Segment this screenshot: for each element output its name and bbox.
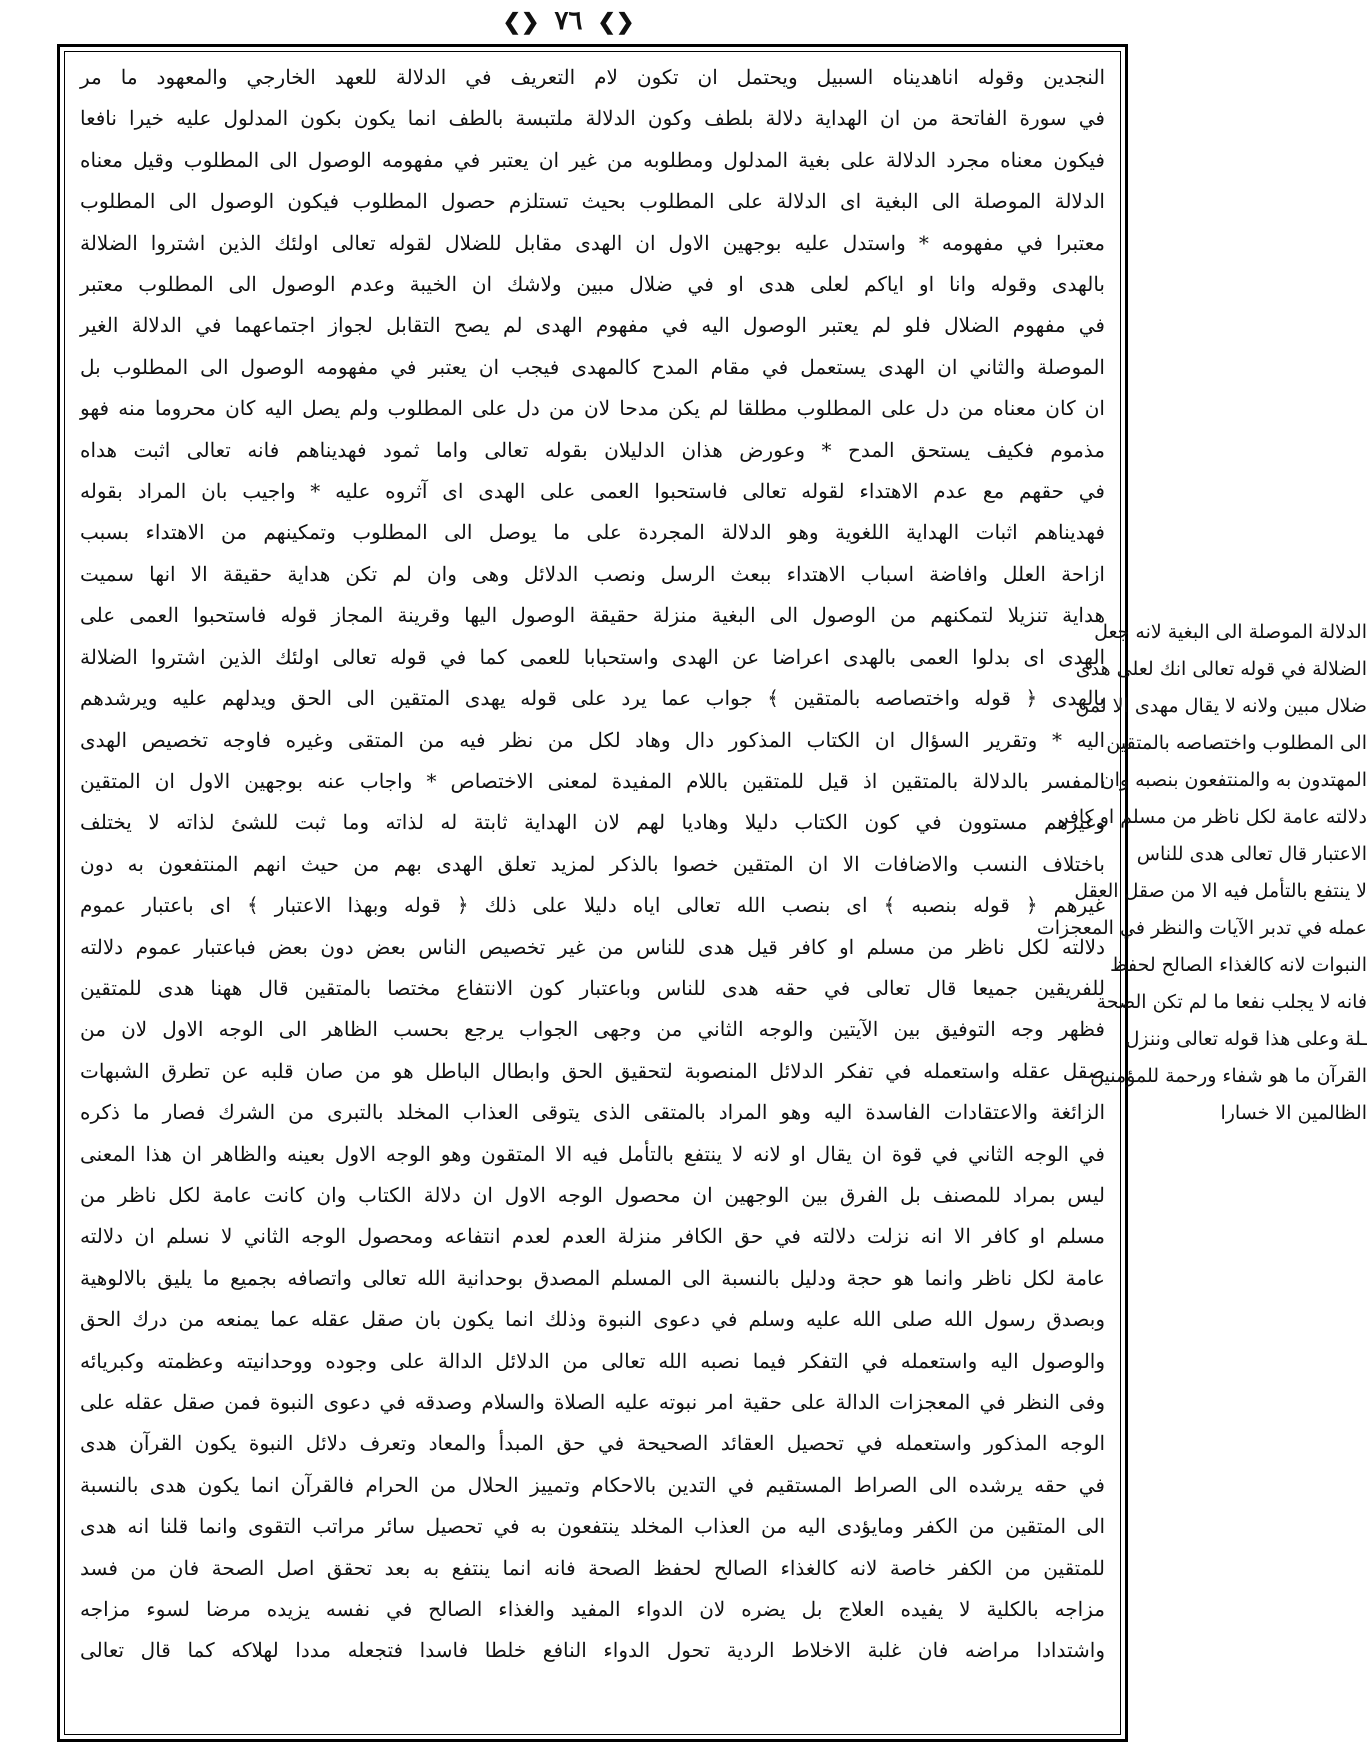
- text-line: الوجه المذكور واستعمله في تحصيل العقائد الصحيحة في حق المبدأ والمعاد وتعرف دلائل النبوة يكون القرآن هدى: [80, 1431, 1105, 1456]
- margin-text-line: المهتدون به والمنتفعون بنصبه وان: [1100, 769, 1367, 791]
- side-text-block: [1036, 614, 1367, 1132]
- text-line: صقل عقله واستعمله في تفكر الدلائل المنصوبة لتحقيق الحق وابطال الباطل هو من صان قلبه عن تطرق الشبهات: [80, 1058, 1105, 1083]
- text-line: في حقه يرشده الى الصراط المستقيم في التدين بالاحكام وتمييز الحلال من الحرام فالقرآن انما يكون هدى بالنسبة: [80, 1472, 1105, 1497]
- text-line: بالهدى وقوله وانا او اياكم لعلى هدى او في ضلال مبين ولاشك ان الخيبة وعدم الوصول الى المطلوب معتبر: [80, 272, 1105, 297]
- margin-text-line: القرآن ما هو شفاء ورحمة للمؤمنين: [1090, 1065, 1367, 1087]
- margin-text-line: الاعتبار قال تعالى هدى للناس: [1136, 843, 1367, 865]
- text-line: معتبرا في مفهومه * واستدل عليه بوجهين الاول ان الهدى مقابل للضلال لقوله تعالى اولئك الذين اشتروا الضلالة: [80, 230, 1105, 255]
- text-line: الموصلة والثاني ان الهدى يستعمل في مقام المدح كالمهدى فيجب ان يعتبر في مفهومه الوصول الى المطلوب بل: [80, 354, 1105, 379]
- text-line: للفريقين جميعا قال تعالى في حقه هدى للناس وباعتبار كون الانتفاع مختصا بالمتقين قال ههنا هدى للمتقين: [80, 975, 1105, 1000]
- left-ornament-icon: ❮❯: [502, 9, 540, 35]
- margin-text-line: الى المطلوب واختصاصه بالمتقين: [1106, 732, 1367, 754]
- text-line: عامة لكل ناظر وانما هو حجة ودليل بالنسبة الى المسلم المصدق بوحدانية الله تعالى واتصافه بجميع ما يليق بالالوهية: [80, 1265, 1105, 1290]
- text-line: وبصدق رسول الله صلى الله عليه وسلم في دعوى النبوة وذلك انما يكون بان صقل عقله عما يمنعه من درك الحق: [80, 1307, 1105, 1332]
- text-line: غيرهم ﴿ قوله بنصبه ﴾ اى بنصب الله تعالى اياه دليلا على ذلك ﴿ قوله وبهذا الاعتبار ﴾ اى باعتبار عموم: [80, 893, 1105, 918]
- text-line: واشتدادا مراضه فان غلبة الاخلاط الردية تحول الدواء النافع خلطا فاسدا فتجعله مددا لهلاكه كما قال تعالى: [80, 1638, 1105, 1663]
- text-line: اليه * وتقرير السؤال ان الكتاب المذكور دال وهاد لكل من نظر فيه من المتقى وغيره فاوجه تخصيص الهدى: [80, 727, 1106, 752]
- text-line: للمتقين من الكفر خاصة لانه كالغذاء الصالح لحفظ الصحة فانه انما ينتفع به بعد تحقق اصل الصحة فان من فسد: [80, 1555, 1105, 1580]
- text-line: المفسر بالدلالة بالمتقين اذ قيل للمتقين باللام المفيدة لمعنى الاختصاص * واجاب عنه بوجهين الاول ان المتقين: [80, 768, 1105, 793]
- text-line: مسلم او كافر الا انه نزلت دلالته في حق الكافر منزلة العدم لعدم انتفاعه ومحصول الوجه الثاني لا نسلم ان دلالته: [80, 1224, 1105, 1249]
- text-line: وفى النظر في المعجزات الدالة على حقية امر نبوته عليه الصلاة والسلام وصدقه في دعوى النبوة فمن صقل عقله على: [80, 1390, 1105, 1414]
- text-line: في حقهم مع عدم الاهتداء لقوله تعالى فاستحبوا العمى على الهدى اى آثروه عليه * واجيب بان المراد بقوله: [80, 479, 1105, 504]
- text-line: الدلالة الموصلة الى البغية اى الدلالة على المطلوب بحيث تستلزم حصول المطلوب فيكون الوصول الى المطلوب: [80, 189, 1105, 214]
- text-line: فهديناهم اثبات الهداية اللغوية وهو الدلالة المجردة على ما يوصل الى المطلوب وتمكينهم من الاهتداء بسبب: [80, 520, 1105, 545]
- text-line: في مفهوم الضلال فلو لم يعتبر الوصول اليه في مفهوم الهدى لم يصح التقابل لجواز اجتماعهما في الدلالة الغير: [80, 313, 1105, 338]
- text-line: النجدين وقوله اناهديناه السبيل ويحتمل ان تكون لام التعريف في الدلالة للعهد الخارجي والمعهود ما مر: [80, 65, 1105, 89]
- text-line: والوصول اليه واستعمله في التفكر فيما نصبه الله تعالى من الدلائل الدالة على وجوده ووحدانيته وعظمته وكبريائه: [80, 1348, 1105, 1373]
- margin-text-line: الدلالة الموصلة الى البغية لانه جعل: [1094, 621, 1367, 643]
- text-line: الى المتقين من الكفر ومايؤدى اليه من العذاب المخلد ينتفعون به في تحصيل سائر مراتب التقوى وانما قلنا انه هدى: [80, 1514, 1105, 1539]
- text-line: في سورة الفاتحة من ان الهداية دلالة بلطف وكون الدلالة ملتبسة بالطف انما يكون بكون المدلول عليه خيرا نافعا: [80, 106, 1105, 131]
- text-line: الهدى اى بدلوا العمى بالهدى اعراضا عن الهدى واستحبابا للعمى كما في قوله تعالى اولئك الذين اشتروا الضلالة: [80, 644, 1105, 669]
- text-line: ليس بمراد للمصنف بل الفرق بين الوجهين ان محصول الوجه الاول ان دلالة الكتاب وان كانت عامة لكل ناظر من: [80, 1182, 1105, 1207]
- text-line: في الوجه الثاني في قوة ان يقال او لانه لا ينتفع بالتأمل فيه الا المتقون وهو الوجه الاول بعينه والظاهر ان هذا المعنى: [80, 1141, 1105, 1166]
- margin-text-line: دلالته عامة لكل ناظر من مسلم او كافر: [1059, 806, 1367, 828]
- main-text-block: [80, 57, 1105, 1733]
- main-text-frame: [57, 44, 1128, 1742]
- page-number-label: ٧٦: [554, 6, 583, 36]
- text-line: الزائغة والاعتقادات الفاسدة اليه وهو المراد بالمتقى الذى يتوقى العذاب المخلد بالتبرى من الشرك فصار ما ذكره: [80, 1100, 1105, 1125]
- text-line: فيكون معناه مجرد الدلالة على بغية المدلول ومطلوبه من غير ان يعتبر في مفهومه الوصول الى المطلوب وقيل معناه: [80, 147, 1105, 172]
- margin-text-line: فانه لا يجلب نفعا ما لم تكن الصحة: [1096, 991, 1367, 1013]
- right-ornament-icon: ❮❯: [597, 9, 635, 35]
- text-line: بالهدى ﴿ قوله واختصاصه بالمتقين ﴾ جواب عما يرد على قوله يهدى المتقين الى الحق ويدلهم عليه ويرشدهم: [80, 686, 1105, 711]
- margin-text-line: الظالمين الا خسارا: [1220, 1102, 1367, 1124]
- text-line: باختلاف النسب والاضافات الا ان المتقين خصوا بالذكر لمزيد تعلق الهدى بهم من حيث انهم المنتفعون به دون: [80, 851, 1105, 876]
- text-line: فظهر وجه التوفيق بين الآيتين والوجه الثاني من وجهى الجواب يرجع بحسب الظاهر الى الوجه الاول لان من: [80, 1017, 1105, 1042]
- page-number: [0, 6, 1137, 37]
- text-line: وغيرهم مستوون في كون الكتاب دليلا وهاديا لهم لان الهداية ثابتة له لذاته وما ثبت للشئ لذاته لا يختلف: [80, 810, 1105, 835]
- margin-text-line: لا ينتفع بالتأمل فيه الا من صقل العقل: [1074, 880, 1367, 902]
- margin-text-line: النبوات لانه كالغذاء الصالح لحفظ: [1109, 954, 1367, 976]
- text-line: هداية تنزيلا لتمكنهم من الوصول الى البغية منزلة حقيقة الوصول اليها وقرينة المجاز قوله فاستحبوا العمى على: [80, 603, 1105, 628]
- margin-text-line: ـلة وعلى هذا قوله تعالى وننزل: [1125, 1028, 1367, 1050]
- margin-text-line: الضلالة في قوله تعالى انك لعلى هدى: [1075, 658, 1367, 680]
- text-line: دلالته لكل ناظر من مسلم او كافر قيل هدى للناس من غير تخصيص الناس بعض دون بعض فباعتبار عموم دلالته: [80, 934, 1105, 959]
- text-line: ان كان معناه من دل على المطلوب مطلقا لم يكن مدحا لان من دل على المطلوب ولم يصل اليه كان محروما منه فهو: [80, 396, 1105, 421]
- text-line: ازاحة العلل وافاضة اسباب الاهتداء ببعث الرسل ونصب الدلائل وهى وان لم تكن هداية حقيقة الا انها سميت: [80, 561, 1105, 586]
- text-line: مزاجه بالكلية لا يفيده العلاج بل يضره لان الدواء المفيد والغذاء الصالح في نفسه يزيده مرضا لسوء مزاجه: [80, 1597, 1105, 1622]
- margin-text-line: ضلال مبين ولانه لا يقال مهدى الا لمن: [1075, 695, 1367, 717]
- text-line: مذموم فكيف يستحق المدح * وعورض هذان الدليلان بقوله تعالى واما ثمود فهديناهم فانه تعالى اثبت هداه: [80, 437, 1105, 462]
- margin-text-line: عمله في تدبر الآيات والنظر في المعجزات: [1036, 917, 1367, 939]
